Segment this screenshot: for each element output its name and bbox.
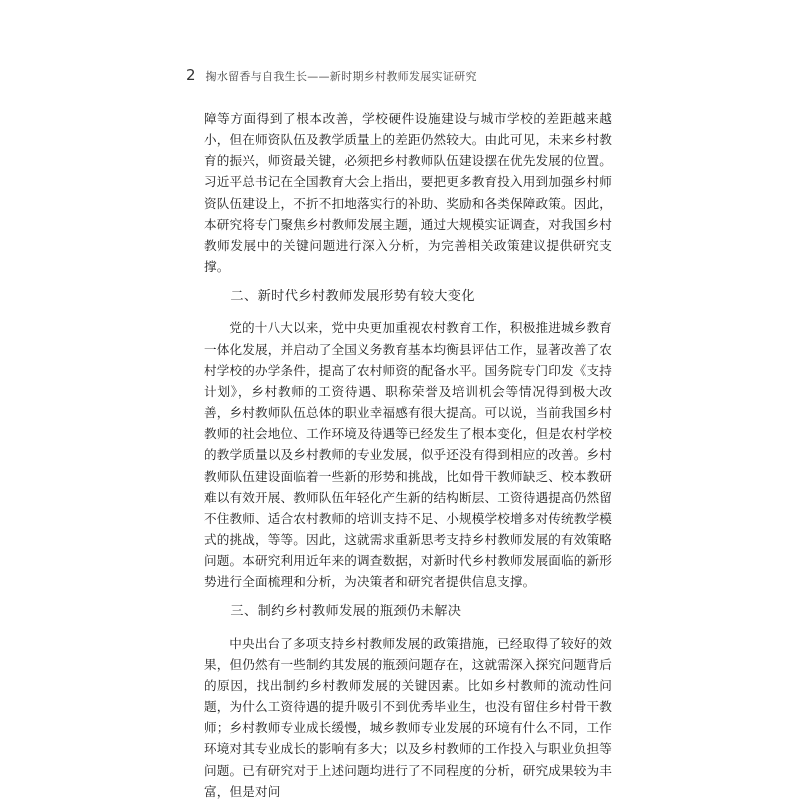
section-heading-2: 二、新时代乡村教师发展形势有较大变化 [230, 289, 475, 305]
running-title: 掬水留香与自我生长——新时期乡村教师发展实证研究 [205, 70, 477, 83]
paragraph-section-3: 中央出台了多项支持乡村教师发展的政策措施，已经取得了较好的效果，但仍然有一些制约其发展的瓶颈问题存在，这就需深入探究问题背后的原因，找出制约乡村教师发展的关键因素。比如乡村教师的流动性问题，为什么工资待遇的提升吸引不到优秀毕业生，也没有留住乡村骨干教师；乡村教师专业成长缓慢，城乡教师专业发展的环境有什么不同，工作环境对其专业成长的影响有多大；以及乡村教师的工作投入与职业负担等问题。已有研究对于上述问题均进行了不同程度的分析，研究成果较为丰富，但是对问 [204, 635, 612, 799]
paragraph-section-2: 党的十八大以来，党中央更加重视农村教育工作，积极推进城乡教育一体化发展，并启动了全国义务教育基本均衡县评估工作，显著改善了农村学校的办学条件，提高了农村师资的配备水平。国务院专门印发《支持计划》，乡村教师的工资待遇、职称荣誉及培训机会等情况得到极大改善，乡村教师队伍总体的职业幸福感有很大提高。可以说，当前我国乡村教师的社会地位、工作环境及待遇等已经发生了根本变化，但是农村学校的教学质量以及乡村教师的专业发展，似乎还没有得到相应的改善。乡村教师队伍建设面临着一些新的形势和挑战，比如骨干教师缺乏、校本教研难以有效开展、教师队伍年轻化产生新的结构断层、工资待遇提高仍然留不住教师、适合农村教师的培训支持不足、小规模学校增多对传统教学模式的挑战，等等。因此，这就需求重新思考支持乡村教师发展的有效策略问题。本研究利用近年来的调查数据，对新时代乡村教师发展面临的新形势进行全面梳理和分析，为决策者和研究者提供信息支撑。 [204, 320, 612, 590]
page-header [186, 66, 626, 84]
section-heading-3: 三、制约乡村教师发展的瓶颈仍未解决 [230, 604, 462, 620]
page-number: 2 [186, 66, 196, 84]
body-text [204, 108, 612, 802]
paragraph-continued: 障等方面得到了根本改善，学校硬件设施建设与城市学校的差距越来越小，但在师资队伍及教学质量上的差距仍然较大。由此可见，未来乡村教育的振兴，师资最关键，必须把乡村教师队伍建设摆在优先发展的位置。习近平总书记在全国教育大会上指出，要把更多教育投入用到加强乡村师资队伍建设上，不折不扣地落实行的补助、奖励和各类保障政策。因此，本研究将专门聚焦乡村教师发展主题，通过大规模实证调查，对我国乡村教师发展中的关键问题进行深入分析，为完善相关政策建议提供研究支撑。 [204, 111, 612, 275]
